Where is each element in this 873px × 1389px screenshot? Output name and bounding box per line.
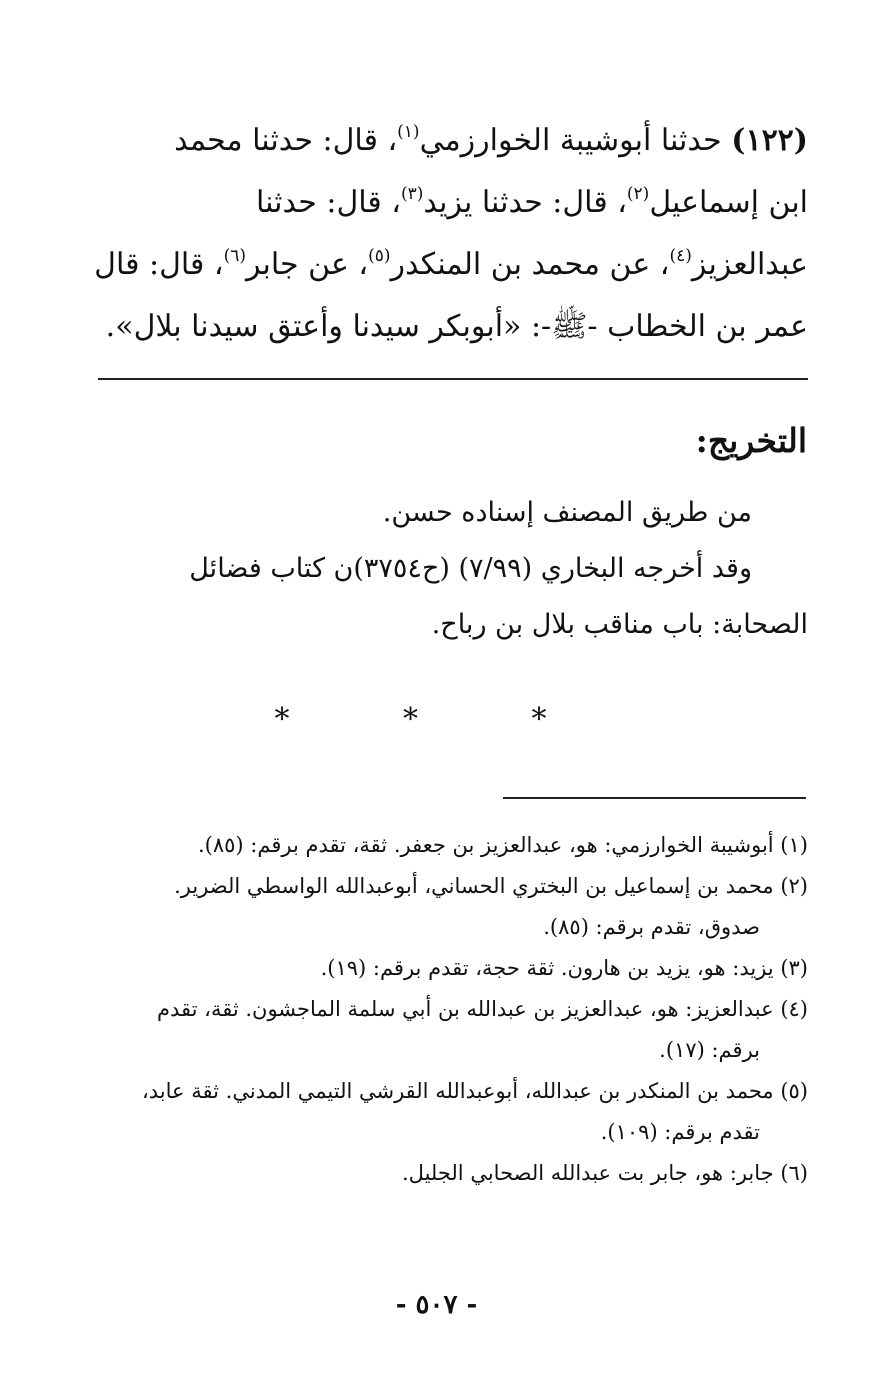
takhrij-body <box>96 485 808 653</box>
hadith-line-2: ابن إسماعيل$^{(٢)}$، قال: حدثنا يزيد$^{(٣)}$، قال: حدثنا <box>255 184 808 220</box>
footnote-divider <box>503 797 806 799</box>
footnote-ref-3: (٣) <box>400 184 424 204</box>
hadith-line-4: عمر بن الخطاب -ﷺ-: «أبوبكر سيدنا وأعتق سيدنا بلال». <box>105 309 808 344</box>
hadith-line-3: عبدالعزيز$^{(٤)}$، عن محمد بن المنكدر$^{(٥)}$، عن جابر$^{(٦)}$، قال: قال <box>94 246 808 282</box>
takhrij-paragraph-2-line-1: وقد أخرجه البخاري (٧/٩٩) (ح٣٧٥٤)ن كتاب فضائل <box>189 553 752 584</box>
footnote-6: (٦) جابر: هو، جابر بت عبدالله الصحابي الجليل. <box>401 1161 808 1185</box>
footnote-ref-1: (١) <box>397 122 420 142</box>
page-number: - ٥٠٧ - <box>395 1290 478 1320</box>
footnote-ref-4: (٤) <box>669 246 692 266</box>
footnote-1: (١) أبوشيبة الخوارزمي: هو، عبدالعزيز بن جعفر. ثقة، تقدم برقم: (٨٥). <box>197 833 808 857</box>
footnote-4: (٤) عبدالعزيز: هو، عبدالعزيز بن عبدالله بن أبي سلمة الماجشون. ثقة، تقدم برقم: (١٧). <box>157 997 808 1062</box>
footnote-3: (٣) يزيد: هو، يزيد بن هارون. ثقة حجة، تقدم برقم: (١٩). <box>320 956 808 980</box>
footnotes <box>96 825 808 1194</box>
hadith-line-1: (١٢٢) حدثنا أبوشيبة الخوارزمي$^{(١)}$، قال: حدثنا محمد <box>174 122 808 158</box>
takhrij-paragraph-2-line-2: الصحابة: باب مناقب بلال بن رباح. <box>431 609 808 640</box>
footnote-5: (٥) محمد بن المنكدر بن عبدالله، أبوعبدالله القرشي التيمي المدني. ثقة عابد، تقدم برقم: (١٠٩). <box>142 1079 808 1144</box>
footnote-ref-5: (٥) <box>368 246 391 266</box>
section-stars-separator: * * * <box>274 702 599 737</box>
takhrij-heading: التخريج: <box>695 421 807 460</box>
footnote-ref-6: (٦) <box>223 246 246 266</box>
hadith-text <box>96 110 808 358</box>
section-divider <box>98 378 808 380</box>
footnote-ref-2: (٢) <box>626 184 650 204</box>
takhrij-paragraph-1: من طريق المصنف إسناده حسن. <box>382 497 752 528</box>
footnote-2: (٢) محمد بن إسماعيل بن البختري الحساني، أبوعبدالله الواسطي الضرير. صدوق، تقدم برقم: (٨٥). <box>174 874 808 939</box>
hadith-number: (١٢٢) <box>731 123 808 158</box>
